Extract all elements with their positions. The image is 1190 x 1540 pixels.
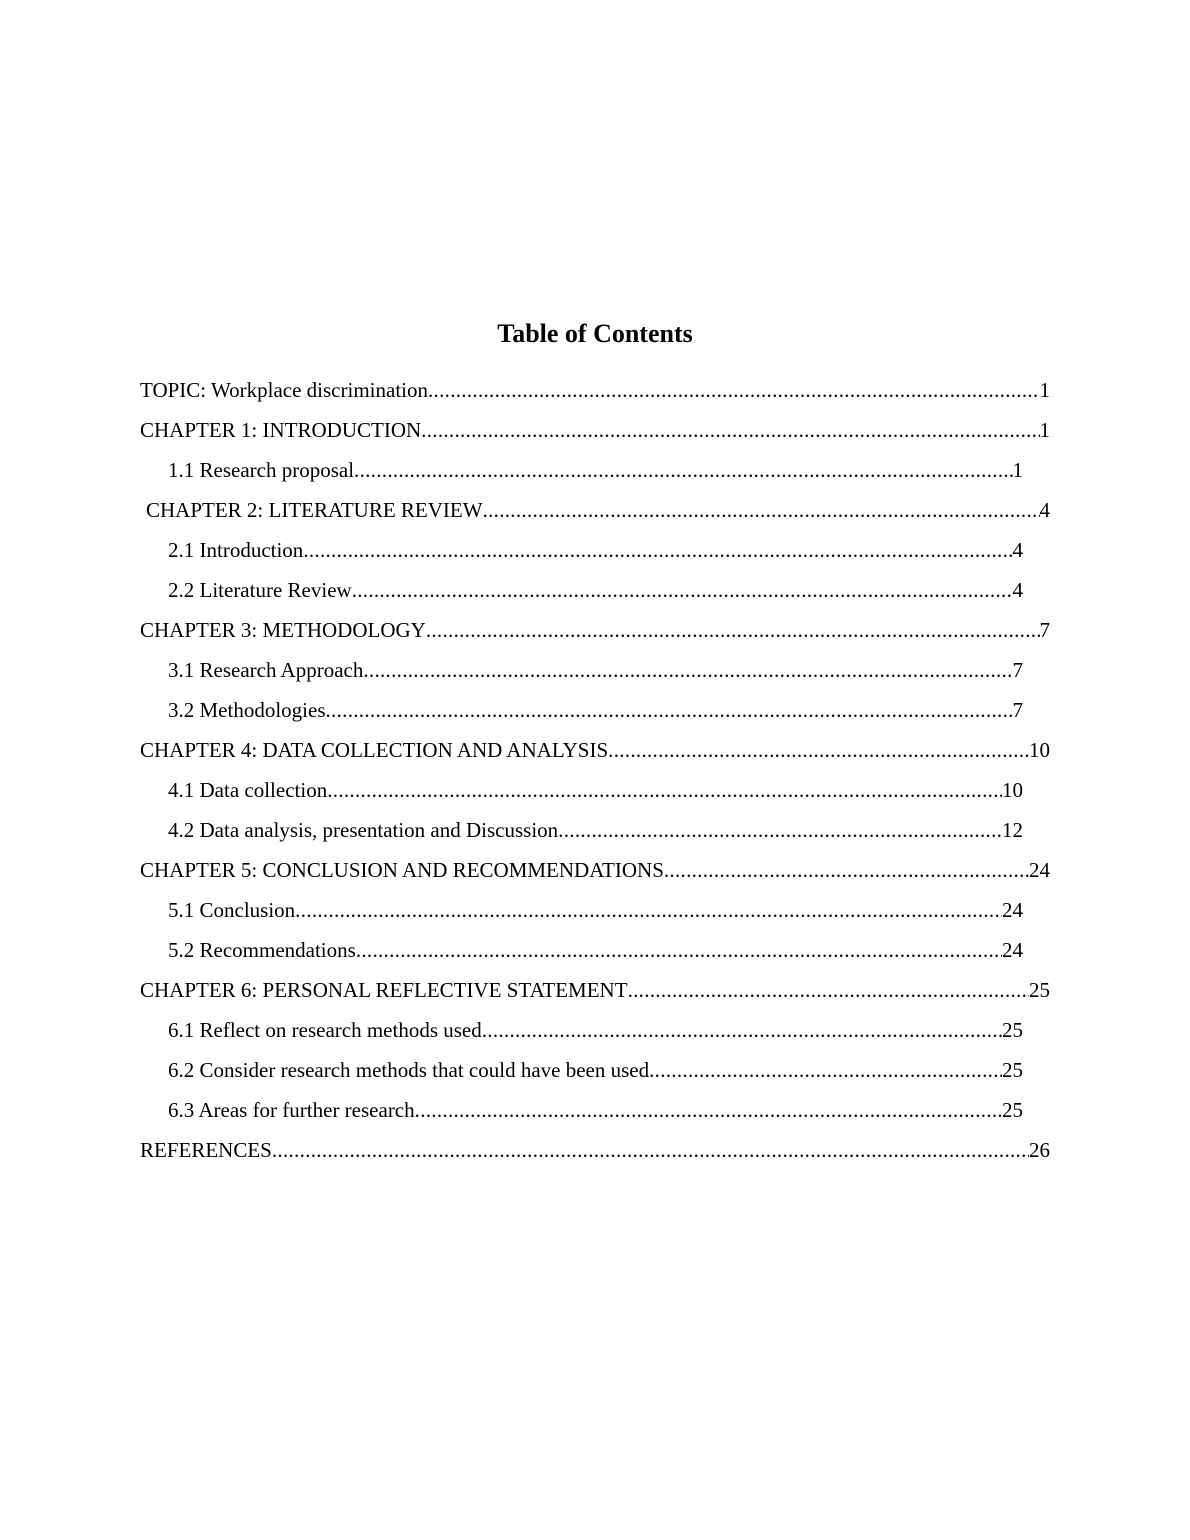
toc-entry-page-number: 4 bbox=[1012, 577, 1023, 602]
toc-entry-page-number: 25 bbox=[1002, 1097, 1023, 1122]
toc-dot-leader bbox=[608, 738, 1029, 763]
toc-dot-leader bbox=[327, 778, 1002, 803]
toc-dot-leader bbox=[649, 1058, 1002, 1083]
toc-entry-6-3[interactable] bbox=[168, 1090, 1023, 1130]
toc-entry-page-number: 1 bbox=[1012, 457, 1023, 482]
toc-entry-label: 2.1 Introduction bbox=[168, 537, 304, 562]
toc-entry-page-number: 7 bbox=[1012, 697, 1023, 722]
toc-entry-page-number: 7 bbox=[1039, 617, 1050, 642]
toc-entry-page-number: 24 bbox=[1029, 857, 1050, 882]
toc-entry-label: CHAPTER 5: CONCLUSION AND RECOMMENDATIONS bbox=[140, 857, 664, 882]
toc-entry-page-number: 1 bbox=[1039, 377, 1050, 402]
toc-dot-leader bbox=[664, 858, 1029, 883]
toc-entry-4-2[interactable] bbox=[168, 810, 1023, 850]
toc-entry-chapter-2[interactable] bbox=[146, 490, 1050, 530]
toc-entry-2-2[interactable] bbox=[168, 570, 1023, 610]
toc-entry-2-1[interactable] bbox=[168, 530, 1023, 570]
toc-entry-label: TOPIC: Workplace discrimination bbox=[140, 377, 428, 402]
toc-dot-leader bbox=[483, 498, 1040, 523]
toc-entry-page-number: 7 bbox=[1012, 657, 1023, 682]
toc-entry-label: 6.3 Areas for further research bbox=[168, 1097, 415, 1122]
toc-entry-label: CHAPTER 6: PERSONAL REFLECTIVE STATEMENT bbox=[140, 977, 628, 1002]
toc-entry-label: 2.2 Literature Review bbox=[168, 577, 352, 602]
toc-dot-leader bbox=[303, 538, 1012, 563]
toc-dot-leader bbox=[363, 658, 1012, 683]
toc-entry-label: CHAPTER 2: LITERATURE REVIEW bbox=[146, 497, 483, 522]
toc-entry-label: 3.2 Methodologies bbox=[168, 697, 326, 722]
toc-entry-6-1[interactable] bbox=[168, 1010, 1023, 1050]
toc-entry-chapter-4[interactable] bbox=[140, 730, 1050, 770]
toc-entry-page-number: 24 bbox=[1002, 897, 1023, 922]
toc-entry-3-1[interactable] bbox=[168, 650, 1023, 690]
toc-entry-page-number: 25 bbox=[1029, 977, 1050, 1002]
toc-dot-leader bbox=[421, 418, 1039, 443]
toc-entry-chapter-1[interactable] bbox=[140, 410, 1050, 450]
toc-dot-leader bbox=[428, 378, 1040, 403]
toc-dot-leader bbox=[272, 1138, 1029, 1163]
toc-dot-leader bbox=[558, 818, 1002, 843]
toc-entry-label: CHAPTER 4: DATA COLLECTION AND ANALYSIS bbox=[140, 737, 609, 762]
toc-dot-leader bbox=[426, 618, 1040, 643]
toc-entry-page-number: 24 bbox=[1002, 937, 1023, 962]
toc-entry-5-1[interactable] bbox=[168, 890, 1023, 930]
toc-entry-1-1[interactable] bbox=[168, 450, 1023, 490]
toc-entry-chapter-6[interactable] bbox=[140, 970, 1050, 1010]
toc-entry-5-2[interactable] bbox=[168, 930, 1023, 970]
toc-entry-chapter-3[interactable] bbox=[140, 610, 1050, 650]
toc-entry-label: 4.1 Data collection bbox=[168, 777, 328, 802]
toc-entry-topic[interactable] bbox=[140, 370, 1050, 410]
toc-entry-page-number: 10 bbox=[1029, 737, 1050, 762]
toc-dot-leader bbox=[415, 1098, 1002, 1123]
toc-entry-label: 6.2 Consider research methods that could have been used bbox=[168, 1057, 650, 1082]
toc-entry-references[interactable] bbox=[140, 1130, 1050, 1170]
toc-dot-leader bbox=[326, 698, 1013, 723]
toc-entry-page-number: 25 bbox=[1002, 1017, 1023, 1042]
toc-entry-4-1[interactable] bbox=[168, 770, 1023, 810]
toc-entry-page-number: 4 bbox=[1039, 497, 1050, 522]
toc-dot-leader bbox=[356, 938, 1002, 963]
toc-entry-label: 5.1 Conclusion bbox=[168, 897, 296, 922]
toc-entry-page-number: 1 bbox=[1039, 417, 1050, 442]
toc-title: Table of Contents bbox=[497, 319, 693, 348]
toc-entry-chapter-5[interactable] bbox=[140, 850, 1050, 890]
toc-entry-6-2[interactable] bbox=[168, 1050, 1023, 1090]
toc-entry-label: CHAPTER 1: INTRODUCTION bbox=[140, 417, 422, 442]
toc-entry-3-2[interactable] bbox=[168, 690, 1023, 730]
toc-dot-leader bbox=[482, 1018, 1002, 1043]
toc-entry-label: 6.1 Reflect on research methods used bbox=[168, 1017, 482, 1042]
toc-dot-leader bbox=[628, 978, 1029, 1003]
toc-dot-leader bbox=[295, 898, 1002, 923]
toc-entry-label: 3.1 Research Approach bbox=[168, 657, 364, 682]
toc-dot-leader bbox=[354, 458, 1012, 483]
toc-entry-label: CHAPTER 3: METHODOLOGY bbox=[140, 617, 426, 642]
toc-entry-page-number: 26 bbox=[1029, 1137, 1050, 1162]
toc-dot-leader bbox=[352, 578, 1013, 603]
toc-entry-label: 5.2 Recommendations bbox=[168, 937, 356, 962]
toc-entry-page-number: 10 bbox=[1002, 777, 1023, 802]
toc-entry-label: 4.2 Data analysis, presentation and Discussion bbox=[168, 817, 559, 842]
toc-entry-page-number: 25 bbox=[1002, 1057, 1023, 1082]
toc-entry-page-number: 4 bbox=[1012, 537, 1023, 562]
toc-entry-label: REFERENCES bbox=[140, 1137, 272, 1162]
toc-entry-page-number: 12 bbox=[1002, 817, 1023, 842]
toc-entry-label: 1.1 Research proposal bbox=[168, 457, 355, 482]
